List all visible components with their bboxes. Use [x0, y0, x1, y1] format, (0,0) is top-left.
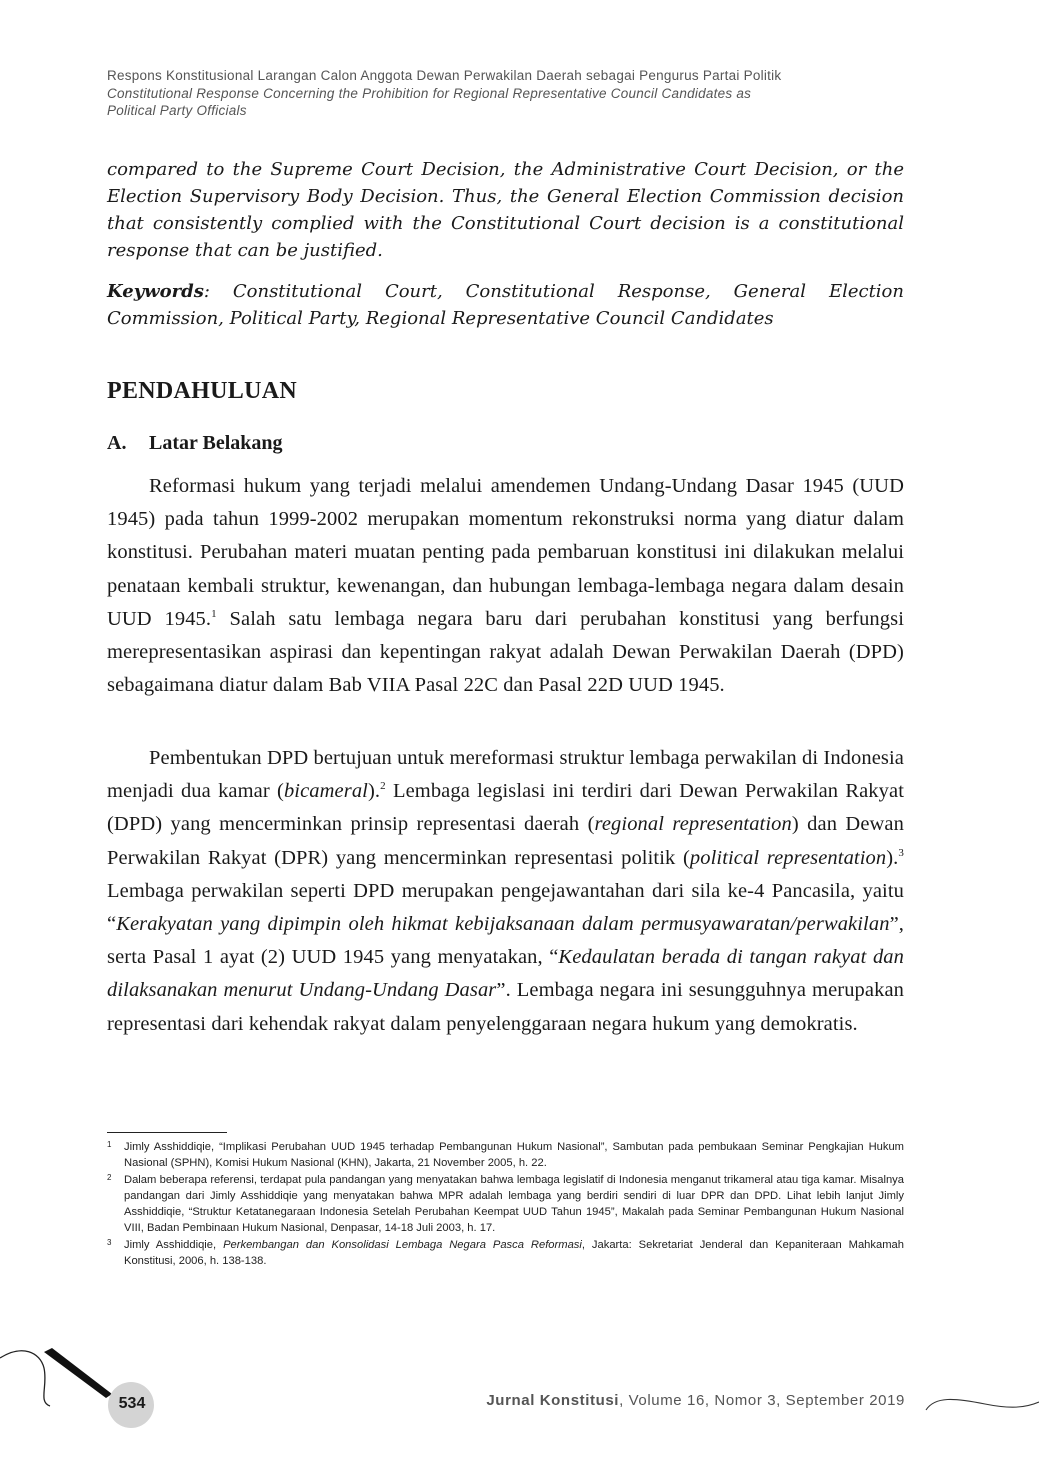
p2-text-b: ).	[367, 780, 381, 803]
journal-name: Jurnal Konstitusi	[486, 1392, 620, 1409]
journal-issue: , Volume 16, Nomor 3, September 2019	[619, 1392, 905, 1409]
footnote-italic-title: Perkembangan dan Konsolidasi Lembaga Negara Pasca Reformasi	[223, 1239, 582, 1252]
keywords-label: Keywords	[107, 281, 204, 302]
abstract-text: compared to the Supreme Court Decision, the Administrative Court Decision, or the Election Supervisory Body Decision. Thus, the General Election Commission decision that consistently complied with the Constitutional Court decision is a constitutional response that can be justified.	[107, 159, 904, 261]
footnote-text: Jimly Asshiddiqie, “Implikasi Perubahan UUD 1945 terhadap Pembangunan Hukum Nasional”, Sambutan pada pembukaan Seminar Pengkajian Hukum Nasional (SPHN), Komisi Hukum Nasional (KHN), Jakarta, 21 November 2005, h. 22.	[124, 1141, 904, 1169]
subsection-letter: A.	[107, 432, 127, 454]
p2-italic-bicameral: bicameral	[283, 780, 368, 803]
footer-swoosh-tail	[44, 1348, 112, 1398]
p1-text-a: Reformasi hukum yang terjadi melalui amendemen Undang-Undang Dasar 1945 (UUD 1945) pada tahun 1999-2002 merupakan momentum rekonstruksi norma yang diatur dalam konstitusi. Perubahan materi muatan penting pada pembaruan konstitusi ini dilakukan melalui penataan kembali struktur, kewenangan, dan hubungan lembaga-lembaga negara dalam desain UUD 1945.	[107, 475, 904, 630]
footnote-divider	[107, 1132, 227, 1133]
journal-citation	[486, 1392, 905, 1409]
section-title: PENDAHULUAN	[107, 378, 297, 404]
p2-italic-regional: regional representation	[594, 813, 792, 836]
footnote-text: Dalam beberapa referensi, terdapat pula pandangan yang menyatakan bahwa lembaga legislatif di Indonesia menganut trikameral atau tiga kamar. Misalnya pandangan dari Jimly Asshiddiqie yang menyatakan bahwa MPR adalah lembaga yang berdiri sendiri di luar DPR dan DPD. Lihat lebih lanjut Jimly Asshiddiqie, “Struktur Ketatanegaraan Indonesia Setelah Perubahan Keempat UUD Tahun 1945”, Makalah pada Seminar Pembangunan Hukum Nasional VIII, Badan Pembinaan Hukum Nasional, Denpasar, 14-18 Juli 2003, h. 17.	[124, 1174, 904, 1234]
footnote-number: 2	[107, 1173, 112, 1183]
subsection-title: Latar Belakang	[149, 432, 283, 454]
footnote-number: 3	[107, 1238, 112, 1248]
p2-text-f: Lembaga perwakilan seperti DPD merupakan pengejawantahan dari sila ke-4 Pancasila, yaitu “	[107, 879, 904, 936]
p2-text-a: Pembentukan DPD bertujuan untuk mereformasi struktur lembaga perwakilan di Indonesia menjadi dua kamar (	[107, 747, 904, 803]
running-head-title-en-2: Political Party Officials	[107, 103, 247, 118]
footnote-ref-3[interactable]: 3	[898, 846, 904, 859]
p2-italic-political: political representation	[689, 846, 887, 869]
footer-swoosh-right-curve	[926, 1399, 1039, 1410]
body-paragraph-1	[107, 470, 904, 702]
footnote-2	[107, 1173, 904, 1236]
running-head-title-en-1: Constitutional Response Concerning the Prohibition for Regional Representative Council Candidates as	[107, 85, 752, 101]
p2-text-c: Lembaga legislasi ini terdiri dari Dewan Perwakilan Rakyat (DPD) yang mencerminkan prinsip representasi daerah (	[107, 780, 904, 836]
footnote-ref-2[interactable]: 2	[380, 780, 386, 793]
footnotes	[107, 1140, 904, 1272]
running-head-title-id: Respons Konstitusional Larangan Calon Anggota Dewan Perwakilan Daerah sebagai Pengurus Partai Politik	[107, 68, 782, 83]
footnote-3	[107, 1238, 904, 1269]
p2-text-h: ”. Lembaga negara ini sesungguhnya merupakan representasi dari kehendak rakyat dalam penyelenggaraan negara hukum yang demokratis.	[107, 979, 905, 1035]
footnote-text-end: , Jakarta: Sekretariat Jenderal dan Kepaniteraan Mahkamah Konstitusi, 2006, h. 138-138.	[124, 1239, 904, 1267]
keywords-text: : Constitutional Court, Constitutional Response, General Election Commission, Political Party, Regional Representative Council Candidates	[107, 281, 904, 329]
footnote-text: Jimly Asshiddiqie,	[124, 1239, 224, 1252]
body-paragraph-2	[107, 742, 904, 1041]
keywords	[107, 278, 904, 332]
footnote-1	[107, 1140, 904, 1171]
subsection-heading	[107, 432, 283, 455]
p2-italic-quote-pancasila: Kerakyatan yang dipimpin oleh hikmat kebijaksanaan dalam permusyawaratan/perwakilan	[116, 913, 890, 936]
footnote-ref-1[interactable]: 1	[211, 607, 217, 620]
p2-text-d: ) dan Dewan Perwakilan Rakyat (DPR) yang mencerminkan representasi politik (	[107, 813, 904, 869]
p2-text-e: ).	[886, 846, 899, 869]
footer-swoosh-left-curve	[0, 1351, 50, 1406]
running-head	[107, 67, 907, 120]
p2-italic-quote-uud: Kedaulatan berada di tangan rakyat dan dilaksanakan menurut Undang-Undang Dasar	[107, 946, 904, 1002]
page-number: 534	[118, 1395, 146, 1412]
p1-text-b: Salah satu lembaga negara baru dari perubahan konstitusi yang berfungsi merepresentasikan aspirasi dan kepentingan rakyat adalah Dewan Perwakilan Daerah (DPD) sebagaimana diatur dalam Bab VIIA Pasal 22C dan Pasal 22D UUD 1945.	[107, 607, 904, 697]
footnote-number: 1	[107, 1140, 112, 1149]
p2-text-g: ”, serta Pasal 1 ayat (2) UUD 1945 yang menyatakan, “	[107, 913, 904, 969]
